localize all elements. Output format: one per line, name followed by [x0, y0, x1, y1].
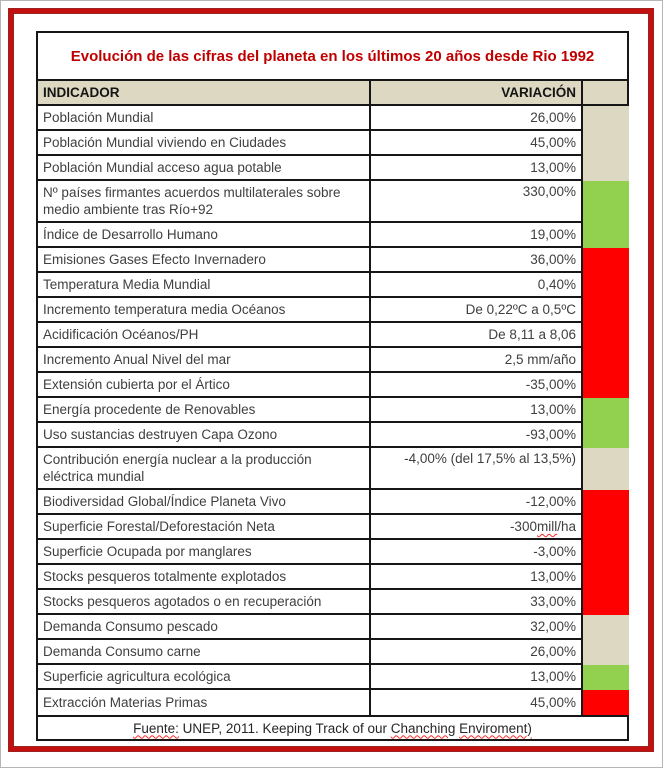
status-color-cell [583, 590, 629, 615]
table-row [38, 540, 629, 565]
status-color-cell [583, 540, 629, 565]
indicator-cell: Población Mundial [38, 106, 371, 131]
variation-cell: 13,00% [371, 156, 583, 181]
indicator-cell: Emisiones Gases Efecto Invernadero [38, 248, 371, 273]
indicator-cell: Uso sustancias destruyen Capa Ozono [38, 423, 371, 448]
table-row [38, 398, 629, 423]
indicator-cell: Temperatura Media Mundial [38, 273, 371, 298]
misspelled-word: Enviroment) [459, 720, 532, 736]
source-footer [38, 715, 629, 741]
page-title: Evolución de las cifras del planeta en los últimos 20 años desde Rio 1992 [70, 47, 595, 65]
status-color-cell [583, 181, 629, 223]
indicator-cell: Nº países firmantes acuerdos multilaterales sobre medio ambiente tras Río+92 [38, 181, 371, 223]
table-row [38, 565, 629, 590]
table-row [38, 690, 629, 715]
variation-cell: -3,00% [371, 540, 583, 565]
table-row [38, 181, 629, 223]
variation-cell: 45,00% [371, 131, 583, 156]
variation-cell: -4,00% (del 17,5% al 13,5%) [371, 448, 583, 490]
table-row [38, 590, 629, 615]
status-color-cell [583, 106, 629, 131]
indicator-cell: Superficie Ocupada por manglares [38, 540, 371, 565]
footer-fuente-label: Fuente: [133, 720, 179, 736]
indicator-cell: Superficie agricultura ecológica [38, 665, 371, 690]
variation-cell [371, 515, 583, 540]
footer-source-text: UNEP, 2011. Keeping Track of our [178, 720, 391, 736]
table-row [38, 156, 629, 181]
status-color-cell [583, 223, 629, 248]
status-color-cell [583, 490, 629, 515]
indicator-cell: Extensión cubierta por el Ártico [38, 373, 371, 398]
misspelled-word: Chanching [390, 720, 456, 736]
variation-cell: 32,00% [371, 615, 583, 640]
indicator-cell: Acidificación Océanos/PH [38, 323, 371, 348]
table-row [38, 323, 629, 348]
status-color-cell [583, 323, 629, 348]
variation-value-part: -300 [509, 519, 537, 534]
indicator-cell: Superficie Forestal/Deforestación Neta [38, 515, 371, 540]
table-row [38, 223, 629, 248]
header-variation: VARIACIÓN [371, 81, 583, 106]
status-color-cell [583, 248, 629, 273]
decorative-red-frame [9, 9, 653, 751]
status-color-cell [583, 398, 629, 423]
indicator-cell: Biodiversidad Global/Índice Planeta Vivo [38, 490, 371, 515]
indicator-cell: Stocks pesqueros totalmente explotados [38, 565, 371, 590]
variation-cell: -35,00% [371, 373, 583, 398]
variation-cell: 13,00% [371, 565, 583, 590]
indicator-cell: Extracción Materias Primas [38, 690, 371, 715]
header-status-cell [583, 81, 629, 106]
status-color-cell [583, 298, 629, 323]
table-row [38, 131, 629, 156]
indicator-cell: Incremento temperatura media Océanos [38, 298, 371, 323]
indicator-cell: Índice de Desarrollo Humano [38, 223, 371, 248]
variation-cell: 13,00% [371, 398, 583, 423]
status-color-cell [583, 665, 629, 690]
variation-cell: 36,00% [371, 248, 583, 273]
status-color-cell [583, 690, 629, 715]
variation-cell: 330,00% [371, 181, 583, 223]
variation-cell: 0,40% [371, 273, 583, 298]
variation-cell: 45,00% [371, 690, 583, 715]
header-indicator: INDICADOR [38, 81, 371, 106]
variation-cell: 26,00% [371, 640, 583, 665]
table-row [38, 615, 629, 640]
status-color-cell [583, 448, 629, 490]
status-color-cell [583, 373, 629, 398]
indicator-cell: Demanda Consumo carne [38, 640, 371, 665]
table-row [38, 640, 629, 665]
status-color-cell [583, 615, 629, 640]
status-color-cell [583, 273, 629, 298]
table-title-box [38, 33, 629, 81]
table-row [38, 490, 629, 515]
variation-cell: 26,00% [371, 106, 583, 131]
status-color-cell [583, 423, 629, 448]
indicator-cell: Stocks pesqueros agotados o en recuperación [38, 590, 371, 615]
table-row [38, 448, 629, 490]
status-color-cell [583, 156, 629, 181]
variation-cell: 2,5 mm/año [371, 348, 583, 373]
variation-cell: De 0,22ºC a 0,5ºC [371, 298, 583, 323]
status-color-cell [583, 565, 629, 590]
status-color-cell [583, 348, 629, 373]
variation-cell: 13,00% [371, 665, 583, 690]
status-color-cell [583, 131, 629, 156]
variation-cell: 19,00% [371, 223, 583, 248]
table-header-row [38, 81, 629, 106]
indicator-cell: Población Mundial acceso agua potable [38, 156, 371, 181]
indicators-table [36, 31, 629, 741]
table-row [38, 373, 629, 398]
variation-value-part: /ha [557, 519, 576, 534]
table-row [38, 348, 629, 373]
table-row [38, 423, 629, 448]
table-row [38, 106, 629, 131]
table-row [38, 665, 629, 690]
indicator-cell: Población Mundial viviendo en Ciudades [38, 131, 371, 156]
status-color-cell [583, 640, 629, 665]
variation-cell: -93,00% [371, 423, 583, 448]
table-row [38, 273, 629, 298]
status-color-cell [583, 515, 629, 540]
indicator-cell: Incremento Anual Nivel del mar [38, 348, 371, 373]
misspelled-word: mill [536, 519, 558, 534]
indicator-cell: Energía procedente de Renovables [38, 398, 371, 423]
variation-cell: 33,00% [371, 590, 583, 615]
table-row [38, 248, 629, 273]
variation-cell: -12,00% [371, 490, 583, 515]
indicator-cell: Demanda Consumo pescado [38, 615, 371, 640]
table-row [38, 298, 629, 323]
variation-cell: De 8,11 a 8,06 [371, 323, 583, 348]
indicator-cell: Contribución energía nuclear a la producción eléctrica mundial [38, 448, 371, 490]
table-row [38, 515, 629, 540]
